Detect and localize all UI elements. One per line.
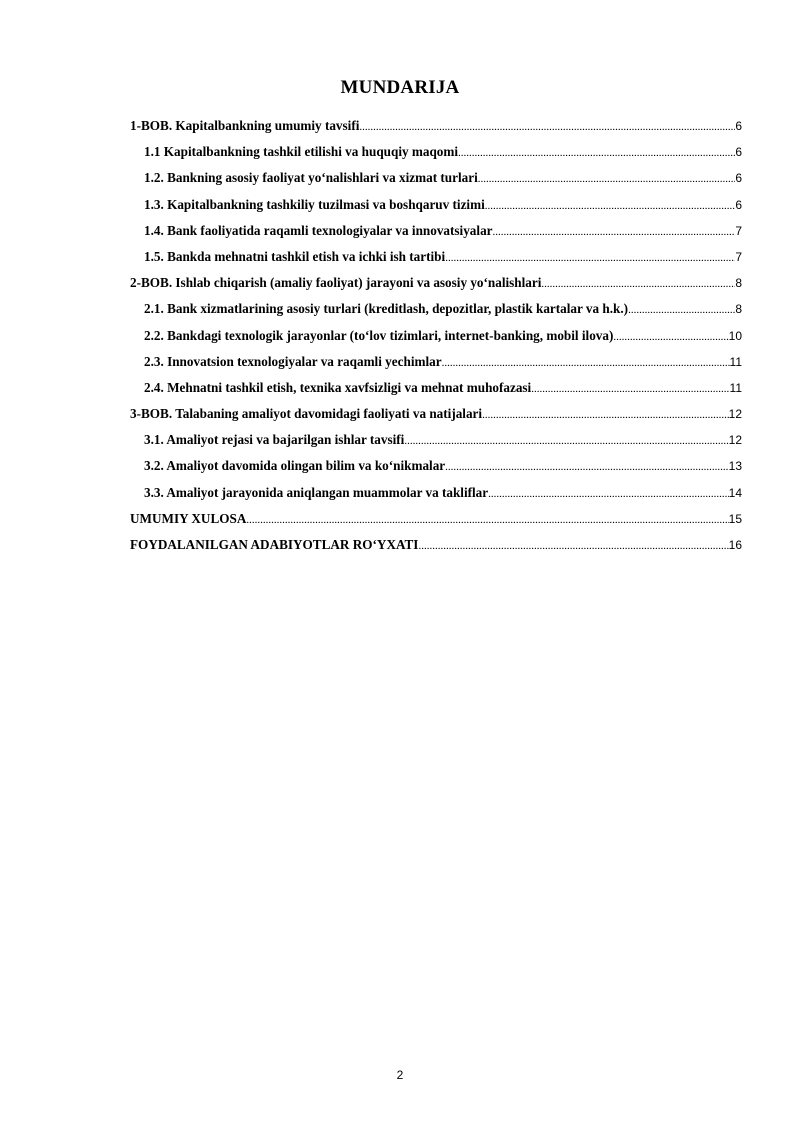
toc-entry-title: 2.1. Bank xizmatlarining asosiy turlari (kreditlash, depozitlar, plastik kartalar va h.k.) [144,301,629,317]
dot-leader [478,173,736,185]
toc-entry-title: UMUMIY XULOSA [130,510,247,526]
toc-entry-title: 1.2. Bankning asosiy faoliyat yo‘nalishlari va xizmat turlari [144,170,478,186]
toc-entry[interactable] [130,380,742,406]
dot-leader [493,226,736,238]
toc-entry-title: 3.2. Amaliyot davomida olingan bilim va ko‘nikmalar [144,458,446,474]
dot-leader [445,252,735,264]
toc-entry[interactable] [130,223,742,249]
toc-entry-page: 10 [728,328,742,343]
toc-entry[interactable] [130,249,742,275]
toc-entry-page: 16 [728,538,742,552]
toc-entry-title: 1.5. Bankda mehnatni tashkil etish va ichki ish tartibi [144,248,446,264]
toc-entry-page: 11 [729,354,742,369]
toc-entry-title: 2-BOB. Ishlab chiqarish (amaliy faoliyat) jarayoni va asosiy yo‘nalishlari [130,275,542,291]
toc-entry-title: 3.1. Amaliyot rejasi va bajarilgan ishlar tavsifi [144,432,405,448]
toc-entry[interactable] [130,406,742,432]
toc-entry[interactable] [130,170,742,196]
toc-entry-page: 6 [735,119,742,133]
dot-leader [404,435,728,447]
dot-leader [359,121,735,133]
dot-leader [531,383,729,395]
toc-entry-title: 2.4. Mehnatni tashkil etish, texnika xavfsizligi va mehnat muhofazasi [144,379,532,395]
dot-leader [485,200,736,212]
toc-entry[interactable] [130,432,742,458]
toc-entry[interactable] [130,328,742,354]
toc-entry-page: 12 [728,407,742,422]
toc-entry-page: 12 [728,433,742,448]
toc-entry-page: 13 [728,459,742,474]
toc-entry[interactable] [130,144,742,170]
toc-entry-title: 1.3. Kapitalbankning tashkiliy tuzilmasi va boshqaruv tizimi [144,196,485,212]
dot-leader [445,461,728,473]
toc-entry[interactable] [130,197,742,223]
dot-leader [488,488,729,500]
toc-entry-page: 7 [735,249,742,264]
dot-leader [442,357,730,369]
dot-leader [458,147,735,159]
page-title: MUNDARIJA [340,77,460,98]
toc-entry-page: 8 [735,302,742,317]
toc-entry-page: 6 [735,145,742,160]
dot-leader [541,278,735,290]
table-of-contents [130,118,742,563]
toc-entry[interactable] [130,354,742,380]
page-number: 2 [396,1068,404,1082]
toc-entry-title: 2.2. Bankdagi texnologik jarayonlar (to‘lov tizimlari, internet-banking, mobil ilova) [144,327,614,343]
toc-entry-page: 14 [728,485,742,500]
toc-entry[interactable] [130,458,742,484]
toc-entry-title: 2.3. Innovatsion texnologiyalar va raqamli yechimlar [144,353,442,369]
toc-entry-page: 6 [735,197,742,212]
toc-entry-title: FOYDALANILGAN ADABIYOTLAR RO‘YXATI [130,537,419,552]
toc-entry[interactable] [130,275,742,301]
toc-entry-title: 1.1 Kapitalbankning tashkil etilishi va huquqiy maqomi [144,144,459,160]
toc-entry[interactable] [130,511,742,537]
dot-leader [246,514,728,526]
toc-entry-page: 15 [728,511,742,526]
toc-entry-title: 1.4. Bank faoliyatida raqamli texnologiyalar va innovatsiyalar [144,222,493,238]
toc-entry-title: 1-BOB. Kapitalbankning umumiy tavsifi [130,118,360,133]
toc-entry-title: 3.3. Amaliyot jarayonida aniqlangan muammolar va takliflar [144,484,489,500]
dot-leader [613,331,728,343]
toc-entry[interactable] [130,537,742,563]
toc-entry-title: 3-BOB. Talabaning amaliyot davomidagi faoliyati va natijalari [130,406,483,422]
dot-leader [482,409,729,421]
toc-entry[interactable] [130,118,742,144]
toc-entry-page: 11 [729,380,742,395]
toc-entry-page: 6 [735,171,742,186]
toc-entry-page: 7 [735,223,742,238]
dot-leader [628,304,735,316]
toc-entry-page: 8 [735,276,742,291]
toc-entry[interactable] [130,301,742,327]
dot-leader [418,540,728,552]
toc-entry[interactable] [130,485,742,511]
